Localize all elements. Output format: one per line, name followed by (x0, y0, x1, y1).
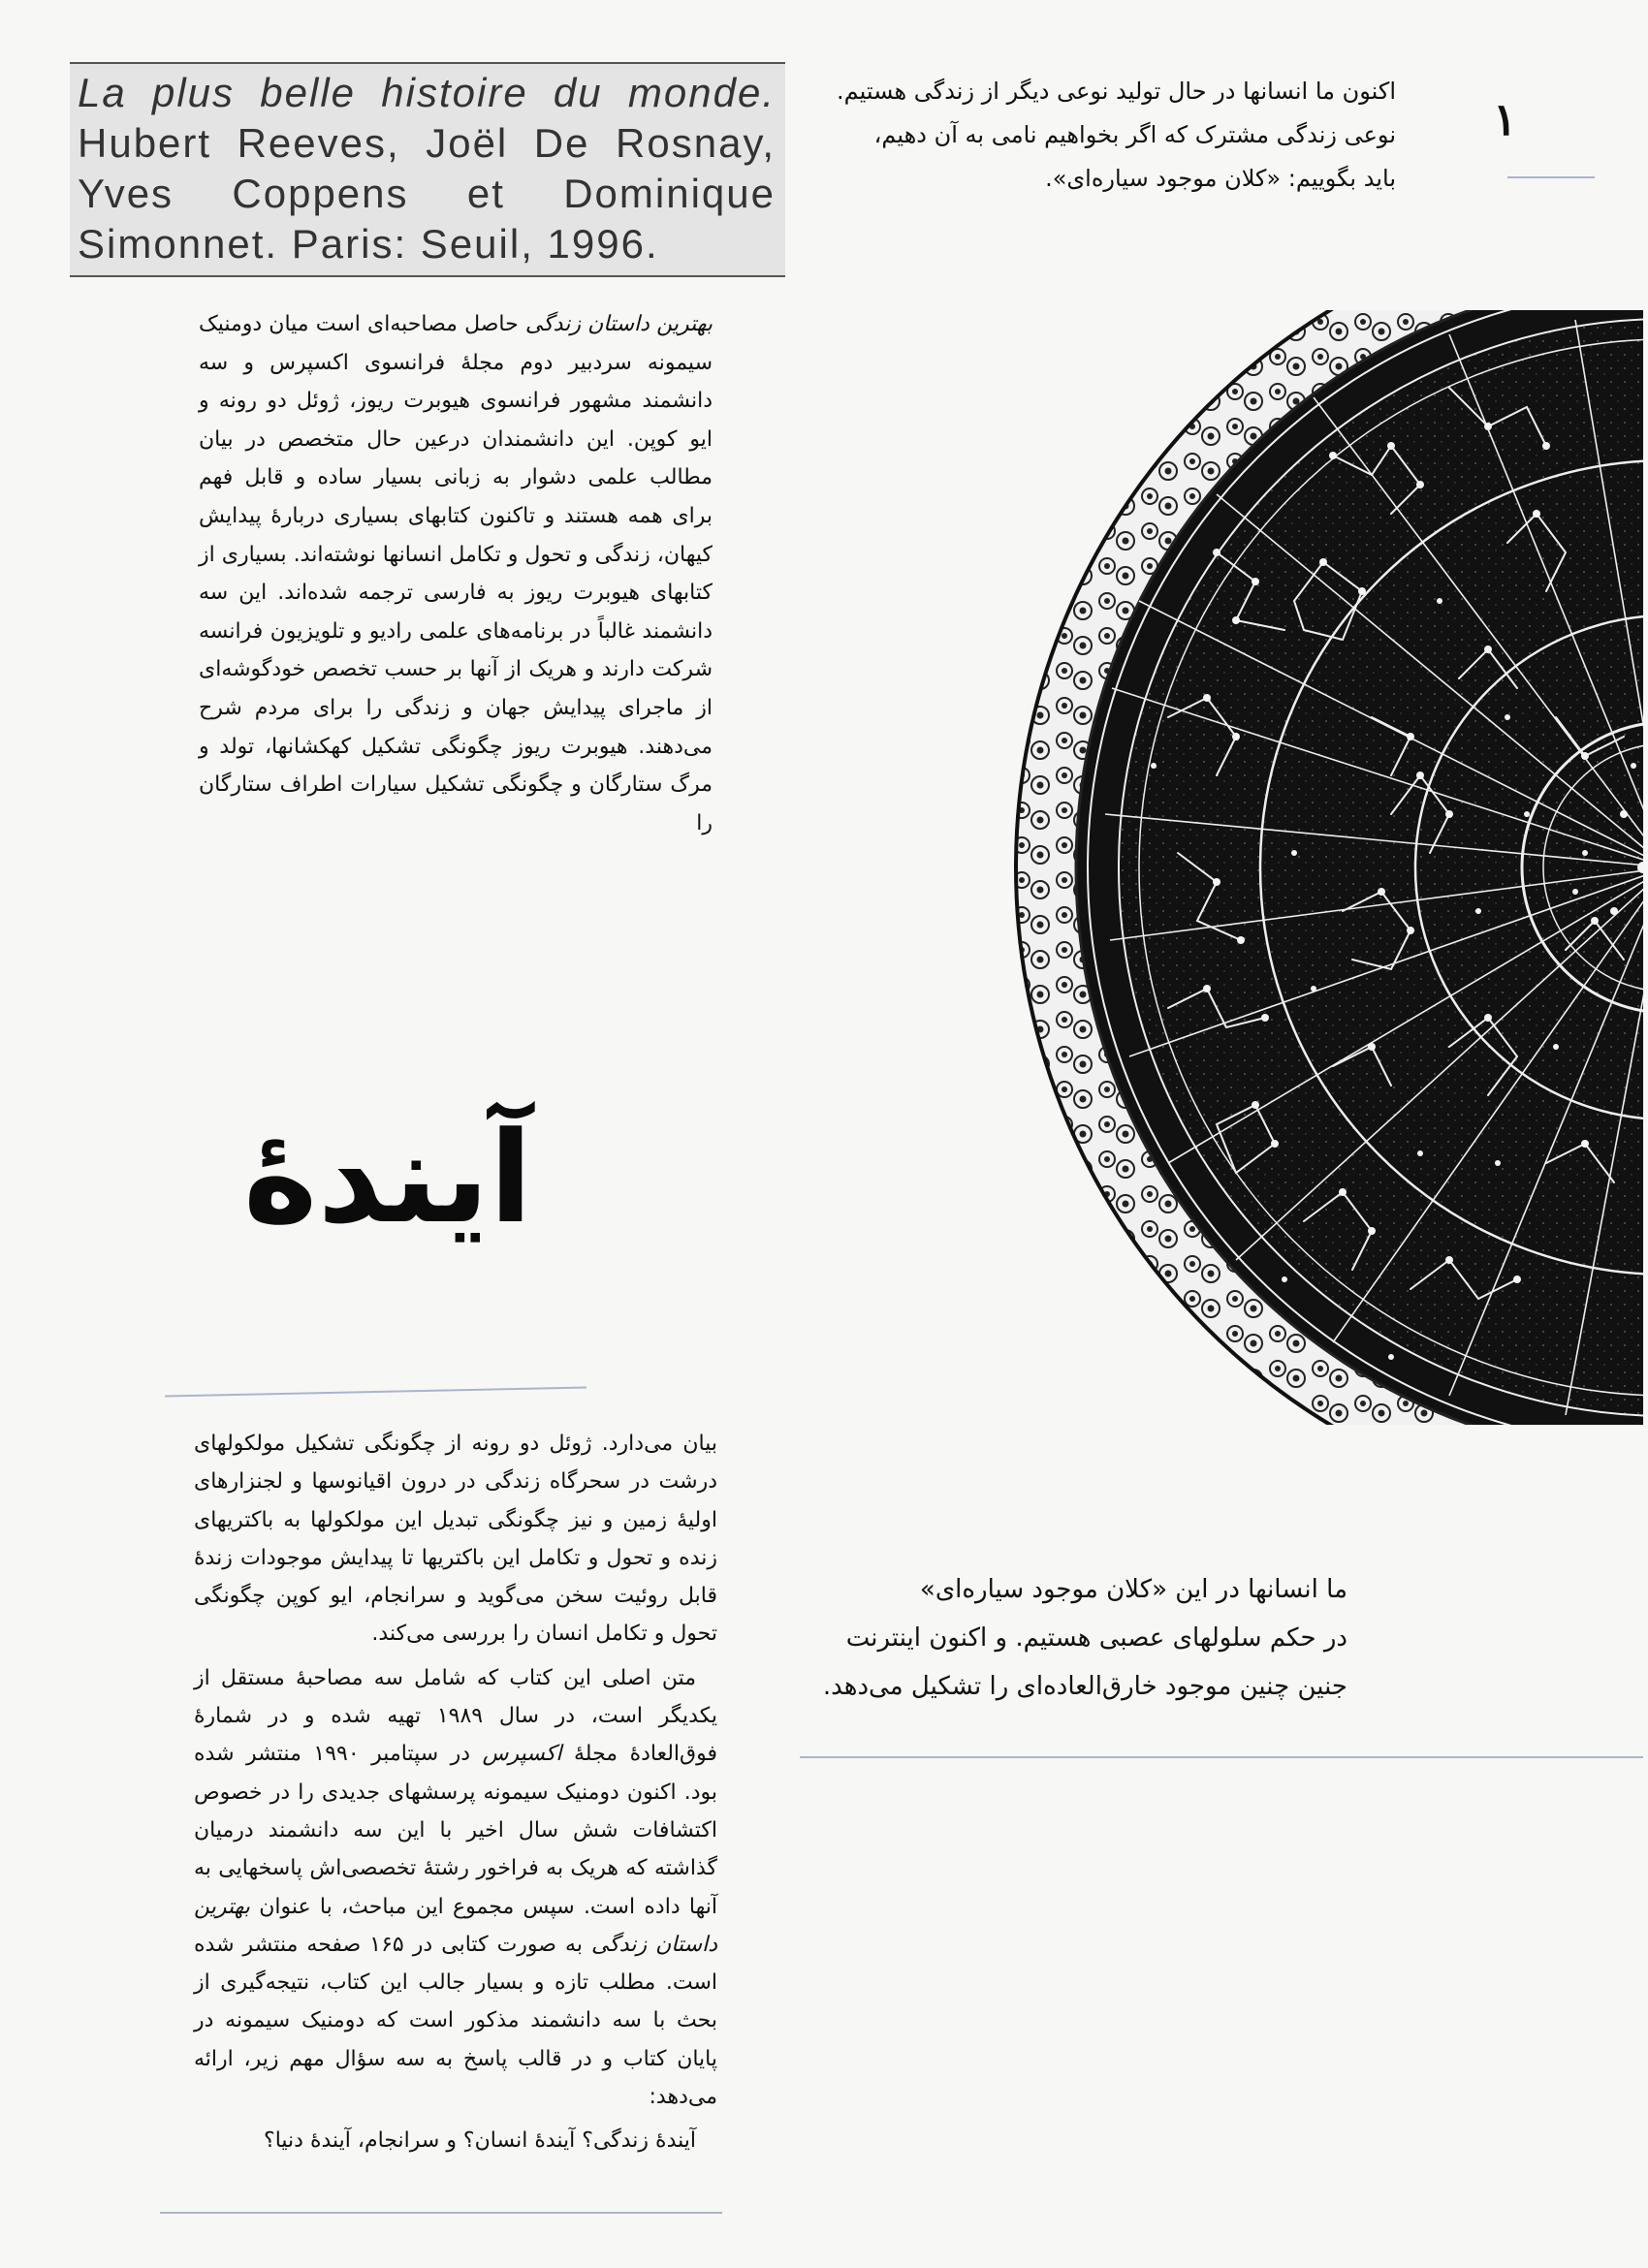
page-number-rule (1507, 176, 1595, 178)
lower-column (194, 1425, 717, 2160)
image-caption (805, 1565, 1347, 1711)
caption-rule (800, 1756, 1643, 1758)
biblio-line-2: Hubert Reeves, Joël De Rosnay, (78, 120, 776, 166)
star-map-disc (1016, 310, 1643, 1425)
top-quote-line-3: باید بگوییم: «کلان موجود سیاره‌ای». (1045, 165, 1396, 192)
title-rule (165, 1386, 586, 1397)
page-number: ۱ (1493, 93, 1517, 145)
top-quote-line-1: اکنون ما انسانها در حال تولید نوعی دیگر از زندگی هستیم. (836, 78, 1396, 105)
book-title: بهترین داستان زندگی (194, 1894, 717, 1957)
lower-rule (160, 2212, 722, 2214)
article-title: آیندهٔ (242, 1104, 533, 1251)
lower-paragraph-2 (194, 1659, 717, 2117)
intro-book-title: بهترین داستان زندگی (524, 312, 713, 336)
caption-line-3: جنین چنین موجود خارق‌العاده‌ای را تشکیل می‌دهد. (822, 1672, 1347, 1701)
lower-paragraph-1: بیان می‌دارد. ژوئل دو رونه از چگونگی تشکیل مولکولهای درشت در سحرگاه زندگی در درون اقیانوسها و لجنزارهای اولیهٔ زمین و نیز چگونگی تبدیل این مولکولها به باکتریهای زنده و تحول و تکامل این باکتریها تا پیدایش موجودات زندهٔ قابل روئیت سخن می‌گوید و سرانجام، ایو کوپن چگونگی تحول و تکامل انسان را بررسی می‌کند. (194, 1432, 717, 1647)
top-quote (776, 70, 1396, 201)
bibliography-box (70, 62, 785, 277)
biblio-line-4: Simonnet. Paris: Seuil, 1996. (78, 221, 659, 267)
magazine-name: اکسپرس (482, 1742, 562, 1767)
top-quote-line-2: نوعی زندگی مشترک که اگر بخواهیم نامی به آن دهیم، (873, 121, 1396, 148)
caption-line-2: در حکم سلولهای عصبی هستیم. و اکنون اینترنت (845, 1623, 1347, 1653)
biblio-line-3: Yves Coppens et Dominique (78, 171, 776, 216)
star-map-illustration (713, 310, 1643, 1425)
intro-paragraph (199, 305, 713, 842)
lower-paragraph-2-c: به صورت کتابی در ۱۶۵ صفحه منتشر شده است. مطلب تازه و بسیار جالب این کتاب، نتیجه‌گیری از بحث با سه دانشمند مذکور است که دومنیک سیمونه در پایان کتاب و در قالب پاسخ به سه سؤال مهم زیر، ارائه می‌دهد: (194, 1932, 717, 2110)
lower-questions: آیندهٔ زندگی؟ آیندهٔ انسان؟ و سرانجام، آیندهٔ دنیا؟ (264, 2128, 696, 2154)
biblio-line-1: La plus belle histoire du monde. (78, 70, 776, 115)
intro-text: حاصل مصاحبه‌ای است میان دومنیک سیمونه سردبیر دوم مجلهٔ فرانسوی اکسپرس و سه دانشمند مشهور فرانسوی هیوبرت ریوز، ژوئل دو رونه و ایو کوپن. این دانشمندان درعین حال متخصص در بیان مطالب علمی دشوار به زبانی بسیار ساده و قابل فهم برای همه هستند و تاکنون کتابهای بسیاری دربارهٔ پیدایش کیهان، زندگی و تحول و تکامل انسانها نوشته‌اند. بسیاری از کتابهای هیوبرت ریوز به فارسی ترجمه شده‌اند. این سه دانشمند غالباً در برنامه‌های علمی رادیو و تلویزیون فرانسه شرکت دارند و هریک از آنها بر حسب تخصص خودگوشه‌ای از ماجرای پیدایش جهان و زندگی را برای مردم شرح می‌دهند. هیوبرت ریوز چگونگی تشکیل کهکشانها، تولد و مرگ ستارگان و چگونگی تشکیل سیارات اطراف ستارگان را (199, 312, 713, 835)
caption-line-1: ما انسانها در این «کلان موجود سیاره‌ای» (919, 1575, 1347, 1604)
lower-paragraph-2-a: متن اصلی این کتاب که شامل سه مصاحبهٔ مستقل از یکدیگر است، در سال ۱۹۸۹ تهیه شده و در شمارهٔ فوق‌العادهٔ مجلهٔ (194, 1665, 717, 1767)
lower-paragraph-2-b: در سپتامبر ۱۹۹۰ منتشر شده بود. اکنون دومنیک سیمونه پرسشهای جدیدی را در خصوص اکتشافات شش سال اخیر با این سه دانشمند درمیان گذاشته که هریک به فراخور رشتهٔ تخصصی‌اش پاسخهایی به آنها داده است. سپس مجموع این مباحث، با عنوان (194, 1742, 717, 1919)
